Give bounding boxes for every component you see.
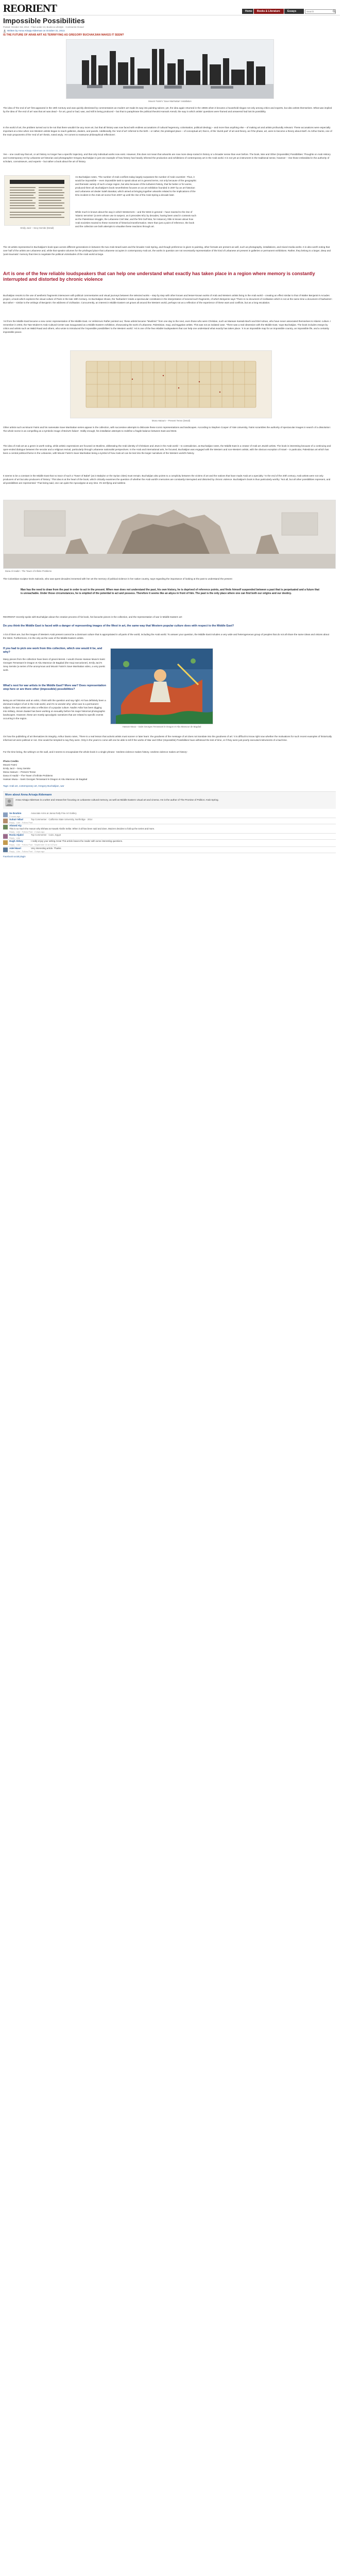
article-lead: IS THE FUTURE OF ARAB ART AS TERRIFYING AS GREGORY BUCHAKJIAN MAKES IT SEEM? [3,33,124,37]
comment-meta: Reply · Like [9,837,21,839]
photo-credit: Mona Hatoum – Present Tense [3,771,36,773]
nav-essays[interactable]: Essays [284,9,304,14]
facebook-plugin-label[interactable]: Facebook social plugin [3,855,26,858]
photo-save-manhattan [66,39,274,99]
commenter-name[interactable]: Adel Masri [9,847,22,850]
photo-credit: Mounir Fatmi [3,764,17,766]
comment-text: Top Commenter · Cairo, Egypt [31,834,61,836]
photo-sexy-semite [4,175,70,226]
comment-text: Associate Arms at Jansa Rally Fine Art Gallery [31,812,77,815]
article-tags[interactable]: Tags: Arab art, contemporary art, Gregory Buchakjian, war [3,785,64,787]
author-heading[interactable]: More about Anna Arisaja Aldemann [5,793,52,796]
comment-text: Top Commenter · California State University, Northridge · 2014 [31,818,93,821]
blockquote: Man has the need to draw from the past in order to act in the present. When man does not understand the past, his own history, he is deprived of reference points, and finds himself suspended between a past that is perpetuated and a future that is unreachable. Under those circumstances, he is emptied of the potential to act and possess. Therefore it seems like an abyss in front of him. The past is the only place where one can find both our origins and our destiny. [21,588,319,595]
commenter-avatar [3,812,8,817]
interview-intro: REORIENT recently spoke with Buchakjian about the creative process of his book, his favourite pieces in the collection, and the representation of war in Middle Eastern art: [3,616,183,618]
sculpture-illustration [4,500,335,568]
comment-meta: Reply · Like · Follow Post · 2 days ago [9,831,45,833]
comment-meta: 2 hours ago [9,815,21,818]
commenter-name[interactable]: Hugh Abbey [9,840,23,842]
comment-meta: Reply · Like · Follow Post [9,821,33,824]
paragraph: While much is known about the way in which Westerners – and the West in general – have reacted to the rise of 'Islamic terrorism' (a term whose use is suspect, as it precedes 9/11 by decades, having been used in contexts such as the Palestinian struggle, the Lebanese Civil War, and the first Gulf War, for instance), little is known about how Arab societies reacted to these moments of historical transformation. More than just a point of reference, the book and the collection are both attempts to visualise these reactions through art. [75,211,197,228]
commenter-avatar [3,819,8,823]
byline[interactable]: Written by Anna Arisaja Alderman on October 31, 2013. [7,29,65,32]
author-box [3,791,336,809]
photo-credit: Dana Al Hadid – The Tower of Infinite Problems [3,774,53,777]
comment-item [3,812,336,818]
paragraph: As Buchakjian notes, 'The number of Arab conflicts today largely surpasses the number of Arab countries'. Thus, it would be impossible – even impossible task to speak about art in general terms, not only because of the geographic and thematic variety of such a large region, but also because of the turbulent history, that far better or for worse, produced them all. Buchakjian's book nevertheless focuses on an art exhibition founded in 2007 by an art historian and Lebanese art dealer Saleh Barakat, which aimed at bringing together artworks related to the implications of the 9/11 incident in the Arab art scene from 2007 up until the rise of the Arab Spring a decade later. [75,176,197,196]
photo-caption: Dana Al Hadid – The Tower of Infinite Problems [5,570,52,572]
paragraph: The Colombian sculptor Doris Salcedo, who was spent decades immersed with her art the memory of political violence in her native country, says regarding the importance of looking at the past to understand the present [3,578,232,580]
comment-item [3,834,336,840]
paragraph: On how the publishing of art thematizes its integrity, Arthur Danto notes, 'There is a real lesson that activist artists must sooner or later learn: the goodness of the message of art does not translate into the goodness of art.' It is difficult to know right now whether the motivations for such recent examples of historically informed art were political or not. One would be tempted to say they were. Only in the years to come will one be able to tell if the works of War and Other (Impossible) Possibilities have withstood the test of time, or if they were just poorly executed instruments of a bad time. [3,735,332,741]
author-bio: Anna Arisaja Alderman is a writer and researcher focusing on Lebanese cultural memory, as well as Middle Eastern visual art and cinema. He is the author of The Promise of Politics: Arab Spring. [15,799,219,801]
photo-credit: Hassan Musa – Saint Georges Terrassant le Dragon et Abu Mansour de Bagdad [3,778,88,781]
skyline-shadow-illustration [66,40,273,98]
commenter-name[interactable]: Ahmed Aly [9,824,22,827]
paragraph: The idea of 'the end of art' first appeared in the 19th Century and was quickly dismissed by commentators as modern art made its way into painting salons; yet, the idea again returned in the 1960s when it became a household slogan not only among critics and experts, but also artists themselves. What was implied by the idea of 'the end of art' was that art was dead – for art, good or bad, was, and still is being produced – but that to paraphrase the political theorist Hannah Arendt, the way in which artists' questions were framed and answered had lost its possibility. [3,107,332,113]
pull-quote: Art is one of the few reliable loudspeakers that can help one understand what exactly has taken place in a region where memory is constantly interrupted and distorted by chronic violence [3,271,315,282]
interview-answer: Being an art historian and an artist, I think with the question and say right: Art has definitely been a dominant subject of art in the Arab world, and it's no wonder why: when war is a permanent subject, the war artists are also a reflection of a popular culture. Nadim Asfar has been digging into military, Akram Zaatari has been working on sexuality before his major historical photographic landscapes. However, these are mostly apocalyptic narratives that are related to specific events occurring in the region. [3,699,106,720]
comment-item [3,818,336,824]
nav-books-literature[interactable]: Books & Literature [254,9,284,14]
photo-caption: Hassan Musa – Saint Georges Terrassant le Dragon et Abu Mansour de Bagdad [122,725,201,728]
photo-caption: Mounir Fatmi's 'Save Manhattan' installation [148,100,192,103]
paragraph: Buchakjian resorts to the use of aesthetic fragments interwoven with political commentaries and visual journeys between the selected works – step by step with other known and lesser-known works of Arab and Western artists living in the Arab world – creating an effect similar to that of Walter Benjamin's Arcades project, a book which explores the visual culture of Paris in the late 19th Century. As Buchakjian shows, the 'barbarism' inside a spectacular constitutes in the interpretation of several such fragments, of which Benjamin says 'There is no document of civilisation which is not at the same time a document of barbarism'. But rather – similar to the writings of Benjamin: the wildness of civilisation. Concurrently, an interest in Middle Eastern art grows all around the Western world, perhaps not as a reflection of the experience of these wars and conflicts, but as a long escalation. [3,294,333,304]
newspaper-clipping-illustration [5,176,70,225]
paragraph: In the world of art, the problem turned out to be not that there wouldn't be any more art, but that all history was now faced with endless accusations of cultural hegemony, colonisation, political ideology – and more than anything else – of making art and artists profoundly relevant. These accusations were especially important at a time when non-Western artists began to reach galleries, dealers, and panels. Additionally, the 'end of art' referred to the birth – or rather, the privileged place – of conceptual art; that is, of the 'dumb part' of art and theory, as if the phase, art, were to become a theory about itself. As Arthur Danto, one of the main proponents of the 'end of art' thesis, noted wryly, 'Art comes to reassume philosophical reflections'. [3,126,332,136]
interview-question: Do you think the Middle East is faced with a danger of representing images of the West in art, the same way that Western popular culture does with respect to the Middle East? [3,624,234,628]
interview-answer: Many pieces from the collection have been of great interest. I would choose Hassan Musa's Saint Georges Terrassant le Dragon et Abu Mansour de Bagdad (the Iraqi executioner), Emily Jacir's Sexy Semite (a series of the anonymous and Mounir Fatmi's Save Manhattan video, a very poetic work. [3,658,106,671]
photo-caption: Mona Hatoum – Present Tense (Detail) [151,419,191,422]
comment-item [3,824,336,834]
commenter-name[interactable]: Rosla Aljabri [9,834,24,836]
comment-meta: Reply · Like · Follow Post · September 10 at 3:27pm [9,843,57,846]
nav-home[interactable]: Home [242,9,253,14]
search-icon[interactable] [333,10,336,13]
commenter-avatar [3,834,8,839]
commenter-avatar [3,825,8,829]
author-avatar [5,798,13,806]
photo-present-tense [70,350,272,418]
paragraph: Yes – one could say that art, or art history no longer has a specific trajectory, and that only individual works now exist. However, this does not mean that artworks are now more deep-rooted in history or a broader sense than ever before. The book, War and Other (Impossible) Possibilities: Thoughts on Arab History and Contemporary Art by Lebanese art historian and photographer Gregory Buchakjian is just one example of how history has heavily infected the production and exhibitions of contemporary art in the Arab world. It is not yet an instrument in the traditional sense, however – rise those embedded in the authority of scholars, connoisseurs, and experts – but rather a book about the art of history. [3,153,331,163]
photo-saint-georges [110,648,213,724]
painting-illustration [111,649,213,724]
paragraph: For the time being, the writing's on the wall, and it seems to encapsulate the whole book in a single phrase: 'Useless violence makes history. Useless violence makes art history'. [3,751,188,753]
comments-list [3,812,336,858]
comment-item [3,840,336,847]
commenter-name[interactable]: Se Ibrahim [9,812,22,815]
commenter-avatar [3,848,8,852]
photo-credit: Emily Jacir – Sexy Semite [3,767,31,770]
commenter-avatar [3,840,8,845]
comment-text: I really enjoy your writing Anna! This article leaves the reader with some interesting questions. [31,840,123,842]
comment-meta: Reply · Like · Follow Post · 3 days ago [9,850,45,853]
photo-credits-list [3,763,209,781]
article-title: Impossible Possibilities [3,16,85,25]
photo-tower-of-infinite-problems [3,500,336,569]
interview-question: What's next for war artists in the Middle East? More war? Does representation stop here or are there other (impossible) possibilities? [3,684,106,691]
paragraph: 'Art from the Middle East became a new comic representation of the Middle East. As Velimirovic Rafter pointed out, 'these artists became "Muslimic" from one day to the next, even those who were Christian, such as Marwan Kassab Bachi and Etel Adnan, who have never associated themselves to Islamic culture. I remember in 2003, the Tate Modern's Arab Cultural Center was inaugurated as a Middle Eastern exhibition, showcasing the work of Lebanese, Palestinian, Iraqi, and Egyptian artists. This was not an isolated case. 'There was a real obsession with the Middle East,' says Buchakjian. The book includes essays by critics and artists such as Walid Raad and others, who wrote to introduced the 'impossible possibilities' to the Western world: 'Art is one of the few reliable loudspeakers that can help one understand what exactly has taken place.' It is an impossible map for an impossible country, an impossible life, and a certainly impossible peace. [3,320,331,333]
interview-question: If you had to pick one work from this collection, which one would it be, and why? [3,647,102,654]
interview-answer: A lot of them are, but the images of Western Arab present cannot be a dominant culture that is appropriated in all parts of the world, including the Arab world. To answer your question, the Middle East includes a very wide and heterogeneous group of peoples that do not all share the same ideas and visions about the West. Furthermore, it is the only as the case of the Middle Eastern artists. [3,633,330,639]
paragraph: The idea of Arab art as a genre is worth noting, while artistic expressions are focused on Muslims, obliterating the Arab identity of Christians and Jews in the Arab world – to contradiction, as Buchakjian notes, the Middle East is a creator of Arab art Jewish artists. The book is interesting because of a continuing and open-ended dialogue between the secular and a religious revival, particularly through Lebanese nationalist perspectives. In the Arab and international arts, he focused, Buchakjian was engaged with the Western and non-Western artists, with the obvious exception of Israel – in particular, Palestinian art which has been a central political theme in the Lebanese, with Mounir Fatmi's Save Manhattan being a symbol of how Arab art can be tied into the larger narratives of the Western world's history. [3,445,331,454]
comment-text: Very interesting article. Thanks [31,847,61,850]
site-logo[interactable]: REORIENT [3,2,57,14]
soap-grid-illustration [71,351,271,418]
photo-caption: Emily Jacir – Sexy Semite (Detail) [20,227,54,229]
commenter-name[interactable]: Suhair Nibal [9,818,23,821]
paragraph: It seems to be a constant in the Middle East that no trace of such a 'Tower of Babel' (as in Babylon or the Syrian cities) must remain. Buchakjian also points to a complicity between the victims of art and the nations that have made Arab art a specialty: 'In the end of the 20th century, Arab artists were not only producers of art but also producers of history.' This idea is at the heart of the book, which critically examines the question of whether the Arab world's memories are constantly interrupted and distorted by chronic violence. Buchakjian's book is thus particularly worthy: 'Not all, but all other possibilities represent, and all possibilities are represented.' That being said, one can quite the Apocalypse at any time. It's terrifying and sublime. [3,474,331,484]
search-input[interactable] [305,9,336,14]
paragraph: Other artists such as Mounir Fatmi and his namesake Save Manhattan series appear in the collection, with successive attempts to dislocate these iconic representations and landscapes. According to Stephen Cooper of Yale University, Fatmi scrambles the authority of spectacular images in search of a dissolution: 'the whole scene is as compelling as a symbolic image of Beirut's failure'. Oddly enough, his installation attempts to redefine a fragile balance between East and West. [3,426,331,432]
comment-text: This is so much the reason why Elshaw as Kawak Alrafin Sellar. When it all has been said and done, Mazzen decides to fold up the series and more. [9,827,155,830]
author-icon [3,29,6,32]
paragraph: The 18 artists represented in Buchakjian's book span across different generations in between the two Arab-Israeli wars and the broader Arab Spring, and though preference is given to painting, other formats are present as well, such as photography, installations, and mixed media works. It is also worth noting that over half of the artists are Lebanese and, while that speaks volumes for the privileged place that Lebanese occupies in contemporary Arab art, the works in question are not necessarily representative of the kind of Lebanese art present in galleries or permanent exhibitions. Rather, they belong to a larger, deep and 'post-traumatic' memory that tries to negotiate the political vicissitudes of the Arab world at large. [3,246,331,256]
comment-item [3,847,336,853]
post-meta: Posted: October 3rd, 2013 · Filed under Art, Books & Lifestyle · Comments Closed [3,26,84,28]
photo-credits-title: Photo Credits [3,760,19,762]
